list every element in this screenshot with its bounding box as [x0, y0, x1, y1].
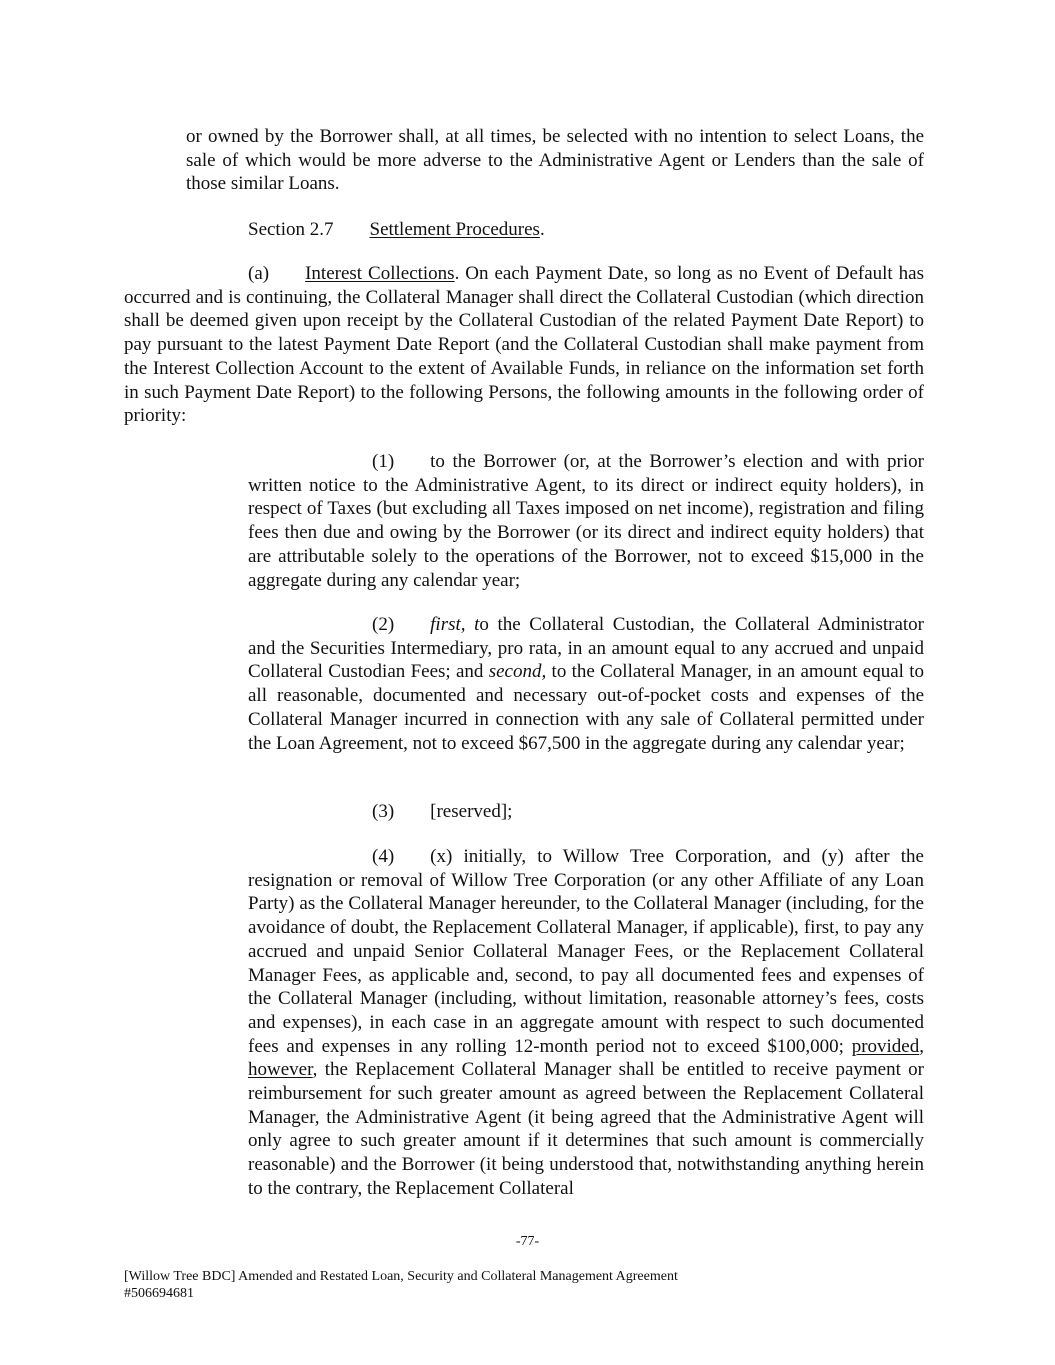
- footer: [124, 1268, 924, 1302]
- section-title: Settlement Procedures: [369, 219, 540, 240]
- paragraph-a-label: (a): [248, 263, 270, 284]
- priority-item-2-text-b: to the Collateral Manager, in an amount equal to all reasonable, documented and necessary out-of-pocket costs and expenses of the Collateral Manager incurred in connection with any sale of Collateral permitted under the Loan Agreement, not to exceed $67,500 in the aggregate during any calendar year;: [248, 661, 924, 754]
- priority-item-2-first: first: [430, 614, 461, 635]
- priority-item-4-text-b: , the Replacement Collateral Manager shall be entitled to receive payment or reimbursement for such greater amount as agreed between the Replacement Collateral Manager, the Administrative Agent (it being agreed that the Administrative Agent will only agree to such greater amount if it determines that such amount is commercially reasonable) and the Borrower (it being understood that, notwithstanding anything herein to the contrary, the Replacement Collateral: [248, 1059, 924, 1199]
- priority-item-3-text: [reserved];: [430, 801, 513, 822]
- priority-item-1-text: to the Borrower (or, at the Borrower’s election and with prior written notice to the Administrative Agent, to its direct or indirect equity holders), in respect of Taxes (but excluding all Taxes imposed on net income), registration and filing fees then due and owing by the Borrower (or its direct and indirect equity holders) that are attributable solely to the operations of the Borrower, not to exceed $15,000 in the aggregate during any calendar year;: [248, 451, 924, 591]
- footer-title: [Willow Tree BDC] Amended and Restated Loan, Security and Collateral Management Agreement: [124, 1269, 678, 1284]
- footer-doc-id: #506694681: [124, 1286, 194, 1301]
- paragraph-a: [124, 262, 924, 428]
- priority-item-2-label: (2): [372, 614, 395, 635]
- page-number: -77-: [515, 1234, 540, 1249]
- priority-item-4-sep: ,: [919, 1035, 924, 1057]
- continuation-paragraph: or owned by the Borrower shall, at all times, be selected with no intention to select Loans, the sale of which would be more adverse to the Administrative Agent or Lenders than the sale of those similar Loans.: [186, 126, 924, 195]
- priority-item-1: [248, 450, 924, 592]
- section-title-suffix: .: [539, 219, 545, 240]
- priority-item-4-provided: provided: [851, 1035, 920, 1057]
- priority-item-4-text-a: (x) initially, to Willow Tree Corporation, and (y) after the resignation or removal of Willow Tree Corporation (or any other Affiliate of any Loan Party) as the Collateral Manager hereunder, to the Collateral Manager (including, for the avoidance of doubt, the Replacement Collateral Manager, if applicable), first, to pay any accrued and unpaid Senior Collateral Manager Fees, or the Replacement Collateral Manager Fees, as applicable and, second, to pay all documented fees and expenses of the Collateral Manager (including, without limitation, reasonable attorney’s fees, costs and expenses), in each case in an aggregate amount with respect to such documented fees and expenses in any rolling 12-month period not to exceed $100,000;: [248, 846, 924, 1057]
- priority-item-4-label: (4): [372, 846, 395, 867]
- priority-item-4-however: however: [248, 1059, 313, 1081]
- priority-item-2-second: second,: [488, 661, 547, 683]
- priority-item-4: [248, 845, 924, 1201]
- section-number: Section 2.7: [248, 219, 334, 240]
- section-heading: [248, 218, 848, 242]
- priority-item-2-text-a: o the Collateral Custodian, the Collateral Administrator and the Securities Intermediary, pro rata, in an amount equal to any accrued and unpaid Collateral Custodian Fees; and: [248, 614, 925, 683]
- paragraph-a-text: . On each Payment Date, so long as no Event of Default has occurred and is continuing, the Collateral Manager shall direct the Collateral Custodian (which direction shall be deemed given upon receipt by the Collateral Custodian of the related Payment Date Report) to pay pursuant to the latest Payment Date Report (and the Collateral Custodian shall make payment from the Interest Collection Account to the extent of Available Funds, in reliance on the information set forth in such Payment Date Report) to the following Persons, the following amounts in the following order of priority:: [124, 263, 924, 427]
- priority-item-3: [248, 800, 924, 824]
- priority-item-2-comma: ,: [460, 614, 475, 635]
- priority-item-2: [248, 613, 924, 755]
- priority-item-2-t: t: [474, 614, 480, 635]
- paragraph-a-heading: Interest Collections: [305, 263, 455, 284]
- priority-item-3-label: (3): [372, 801, 395, 822]
- priority-item-1-label: (1): [372, 451, 395, 472]
